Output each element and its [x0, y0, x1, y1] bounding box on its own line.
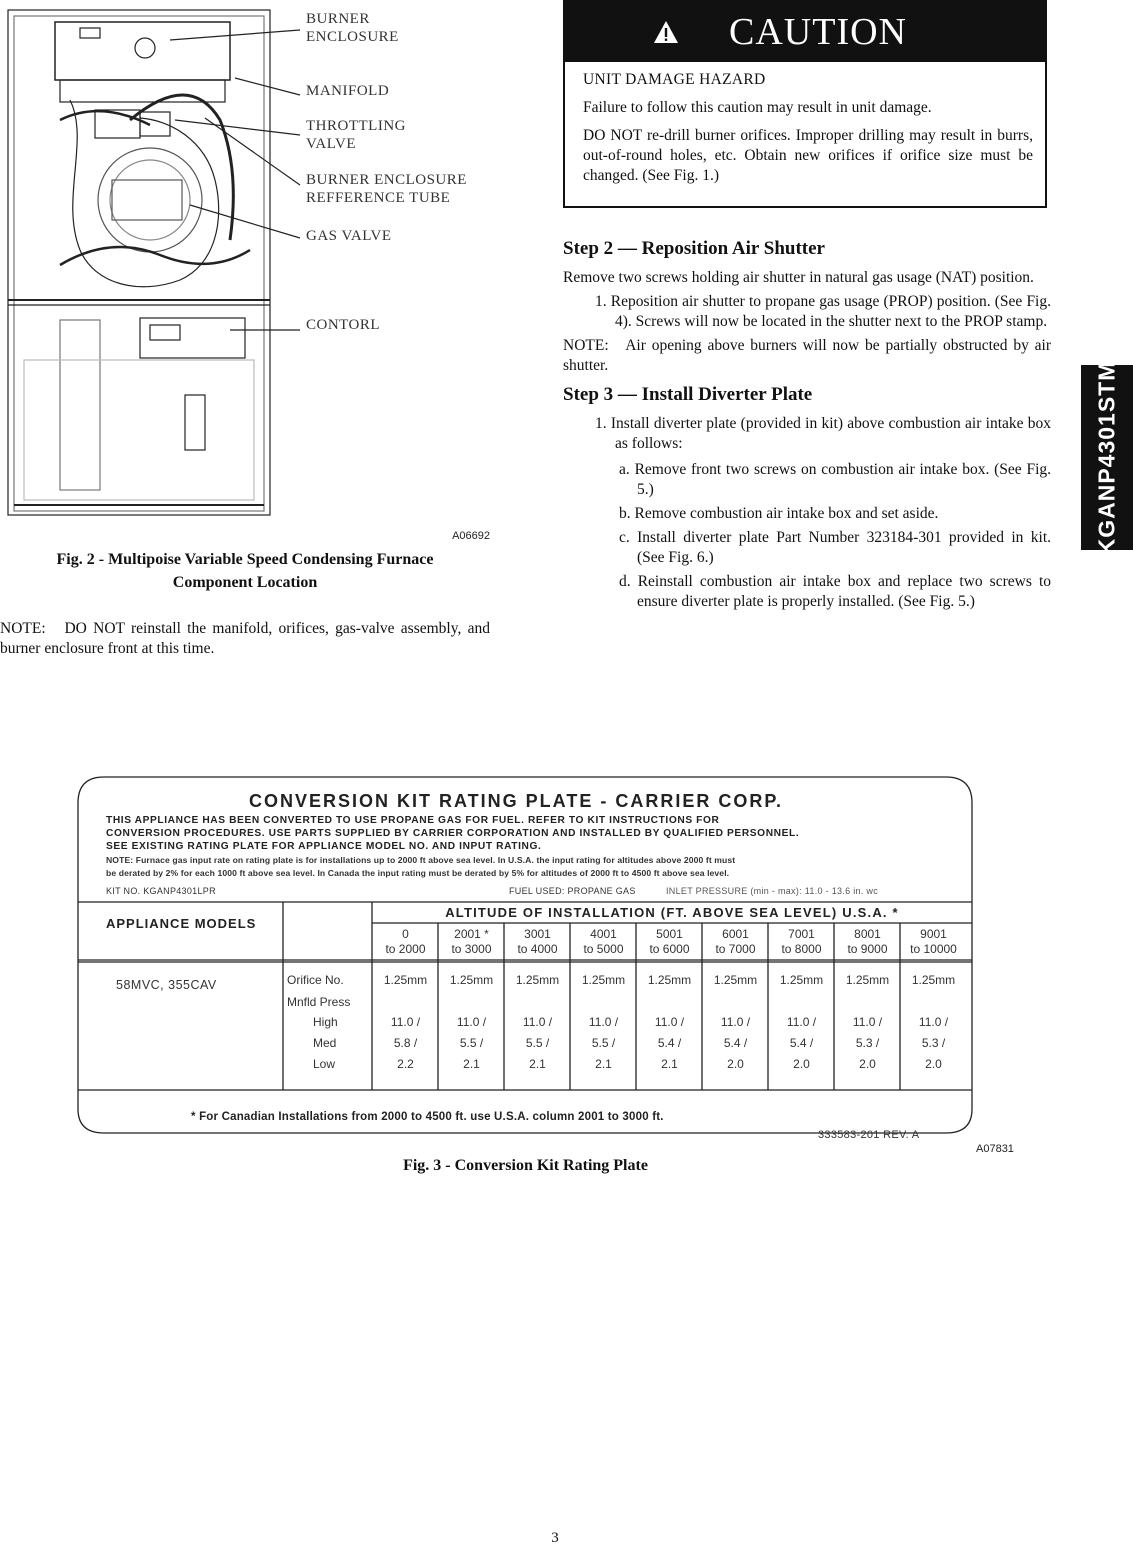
med-press-cell: 5.4 / — [723, 1036, 748, 1050]
high-press-cell: 11.0 / — [456, 1015, 487, 1029]
warning-triangle-icon — [653, 20, 679, 44]
high-press-cell: 11.0 / — [918, 1015, 949, 1029]
med-press-cell: 5.8 / — [393, 1036, 418, 1050]
sub-text: Remove front two screws on combustion air intake box. (See Fig. 5.) — [634, 461, 1051, 498]
caution-paragraph: DO NOT re-drill burner orifices. Improper drilling may result in burrs, out-of-round holes, etc. Obtain new orifices if orifice size must be changed. (See Fig. 1.) — [583, 127, 1033, 184]
altitude-range: 0 to 2000 — [385, 927, 426, 956]
high-press-cell: 11.0 / — [852, 1015, 883, 1029]
altitude-range: 4001 to 5000 — [583, 927, 624, 956]
altitude-range: 8001 to 9000 — [847, 927, 888, 956]
sub-letter: d. — [619, 573, 631, 590]
altitude-range: 3001 to 4000 — [517, 927, 558, 956]
orifice-cell: 1.25mm — [383, 973, 428, 987]
orifice-cell: 1.25mm — [845, 973, 890, 987]
orifice-cell: 1.25mm — [581, 973, 626, 987]
callout-manifold: MANIFOLD — [306, 83, 390, 99]
low-press-cell: 2.0 — [925, 1057, 942, 1071]
caption-line: Fig. 2 - Multipoise Variable Speed Condensing Furnace — [56, 551, 434, 568]
row-label-high: High — [313, 1015, 338, 1029]
low-press-cell: 2.0 — [793, 1057, 810, 1071]
step-3-subitem — [563, 460, 1051, 500]
callout-control: CONTORL — [306, 317, 381, 333]
sub-text: Install diverter plate Part Number 323184-301 provided in kit. (See Fig. 6.) — [637, 529, 1052, 566]
callout-throttling-valve: THROTTLING VALVE — [306, 118, 406, 152]
figure-2 — [0, 0, 500, 540]
note-text: Air opening above burners will now be partially obstructed by air shutter. — [563, 337, 1051, 374]
sub-text: Remove combustion air intake box and set aside. — [634, 505, 939, 522]
plate-title: CONVERSION KIT RATING PLATE - CARRIER CORP. — [248, 791, 784, 811]
plate-part-number: 333583-201 REV. A — [818, 1129, 920, 1141]
step-3-subitem — [563, 504, 1051, 524]
fuel-used: FUEL USED: PROPANE GAS — [509, 886, 636, 896]
sub-letter: c. — [619, 529, 630, 546]
med-press-cell: 5.5 / — [459, 1036, 484, 1050]
caution-box — [563, 0, 1047, 208]
orifice-cell: 1.25mm — [515, 973, 560, 987]
high-press-cell: 11.0 / — [390, 1015, 421, 1029]
low-press-cell: 2.1 — [661, 1057, 678, 1071]
med-press-cell: 5.4 / — [657, 1036, 682, 1050]
altitude-range: 5001 to 6000 — [649, 927, 690, 956]
high-press-cell: 11.0 / — [654, 1015, 685, 1029]
orifice-cell: 1.25mm — [647, 973, 692, 987]
low-press-cell: 2.1 — [463, 1057, 480, 1071]
conversion-kit-rating-plate — [76, 775, 974, 1141]
step-3-heading: Step 3 — Install Diverter Plate — [563, 384, 813, 405]
altitude-header: ALTITUDE OF INSTALLATION (FT. ABOVE SEA LEVEL) U.S.A. * — [445, 905, 899, 920]
plate-note-line: be derated by 2% for each 1000 ft above sea level. In Canada the input rating must be derated by 5% for altitudes of 2000 ft to 4500 ft above sea level. — [106, 868, 730, 878]
furnace-diagram — [0, 0, 500, 540]
med-press-cell: 5.5 / — [591, 1036, 616, 1050]
steps-column — [563, 236, 1051, 616]
figure-2-id: A06692 — [452, 530, 490, 542]
row-label-orifice: Orifice No. — [287, 973, 344, 987]
step-2-intro: Remove two screws holding air shutter in natural gas usage (NAT) position. — [563, 269, 1034, 286]
low-press-cell: 2.0 — [859, 1057, 876, 1071]
low-press-cell: 2.2 — [397, 1057, 414, 1071]
plate-note-line: NOTE: Furnace gas input rate on rating plate is for installations up to 2000 ft above sea level. In U.S.A. the input rating for altitudes above 2000 ft must — [106, 855, 736, 865]
caption-line: Component Location — [172, 574, 318, 591]
item-text: Install diverter plate (provided in kit) above combustion air intake box as follows: — [610, 415, 1051, 452]
low-press-cell: 2.0 — [727, 1057, 744, 1071]
med-press-cell: 5.3 / — [855, 1036, 880, 1050]
inlet-pressure: INLET PRESSURE (min - max): 11.0 - 13.6 in. wc — [666, 886, 879, 896]
plate-footnote: * For Canadian Installations from 2000 to 4500 ft. use U.S.A. column 2001 to 3000 ft. — [191, 1111, 664, 1123]
page-number: 3 — [551, 1530, 559, 1546]
row-label-low: Low — [313, 1057, 336, 1071]
caution-title: CAUTION — [729, 11, 907, 53]
orifice-cell: 1.25mm — [713, 973, 758, 987]
callout-reference-tube: BURNER ENCLOSURE REFFERENCE TUBE — [306, 172, 467, 206]
row-label-manifold-press: Mnfld Press — [287, 995, 351, 1009]
altitude-range: 6001 to 7000 — [715, 927, 756, 956]
item-text: Reposition air shutter to propane gas usage (PROP) position. (See Fig. 4). Screws will now be located in the shutter next to the PROP stamp. — [610, 293, 1051, 330]
plate-text-line: THIS APPLIANCE HAS BEEN CONVERTED TO USE PROPANE GAS FOR FUEL. REFER TO KIT INSTRUCTIONS FOR — [106, 815, 720, 826]
step-2-note — [563, 336, 1051, 376]
low-press-cell: 2.1 — [529, 1057, 546, 1071]
high-press-cell: 11.0 / — [720, 1015, 751, 1029]
kit-number: KIT NO. KGANP4301LPR — [106, 886, 216, 896]
caution-paragraph: Failure to follow this caution may result in unit damage. — [583, 99, 932, 116]
step-3-subitem — [563, 572, 1051, 612]
sub-letter: a. — [619, 461, 630, 478]
note-label: NOTE: — [563, 337, 609, 354]
row-label-med: Med — [313, 1036, 337, 1050]
med-press-cell: 5.3 / — [921, 1036, 946, 1050]
figure-3-caption: Fig. 3 - Conversion Kit Rating Plate — [403, 1157, 648, 1174]
note-left — [0, 619, 490, 659]
step-2-item — [563, 292, 1051, 332]
high-press-cell: 11.0 / — [786, 1015, 817, 1029]
plate-text-line: SEE EXISTING RATING PLATE FOR APPLIANCE MODEL NO. AND INPUT RATING. — [106, 841, 542, 852]
side-tab — [1081, 360, 1133, 555]
caution-banner — [565, 2, 1045, 62]
plate-text-line: CONVERSION PROCEDURES. USE PARTS SUPPLIED BY CARRIER CORPORATION AND INSTALLED BY QUALIFIED PERSONNEL. — [106, 828, 800, 839]
altitude-range: 7001 to 8000 — [781, 927, 822, 956]
figure-3-id: A07831 — [976, 1143, 1014, 1155]
caution-body — [583, 70, 1033, 194]
sub-text: Reinstall combustion air intake box and replace two screws to ensure diverter plate is properly installed. (See Fig. 5.) — [637, 573, 1051, 610]
step-3-item — [563, 414, 1051, 454]
step-2-heading: Step 2 — Reposition Air Shutter — [563, 238, 825, 259]
appliance-models-header: APPLIANCE MODELS — [106, 916, 257, 931]
orifice-cell: 1.25mm — [779, 973, 824, 987]
note-text: DO NOT reinstall the manifold, orifices, gas-valve assembly, and burner enclosure front at this time. — [0, 620, 490, 657]
orifice-cell: 1.25mm — [449, 973, 494, 987]
low-press-cell: 2.1 — [595, 1057, 612, 1071]
figure-2-caption — [0, 548, 490, 594]
orifice-cell: 1.25mm — [911, 973, 956, 987]
med-press-cell: 5.4 / — [789, 1036, 814, 1050]
high-press-cell: 11.0 / — [522, 1015, 553, 1029]
med-press-cell: 5.5 / — [525, 1036, 550, 1050]
callout-burner-enclosure: BURNER ENCLOSURE — [306, 11, 399, 45]
step-3-subitem — [563, 528, 1051, 568]
item-number: 1. — [595, 415, 607, 432]
note-label: NOTE: — [0, 620, 46, 637]
altitude-range: 2001 * to 3000 — [451, 927, 492, 956]
high-press-cell: 11.0 / — [588, 1015, 619, 1029]
model-number-tab: KGANP4301STM — [1093, 360, 1120, 555]
hazard-heading: UNIT DAMAGE HAZARD — [583, 71, 766, 88]
sub-letter: b. — [619, 505, 631, 522]
callout-gas-valve: GAS VALVE — [306, 228, 392, 244]
model-names: 58MVC, 355CAV — [116, 978, 217, 992]
item-number: 1. — [595, 293, 607, 310]
altitude-range: 9001 to 10000 — [910, 927, 957, 956]
